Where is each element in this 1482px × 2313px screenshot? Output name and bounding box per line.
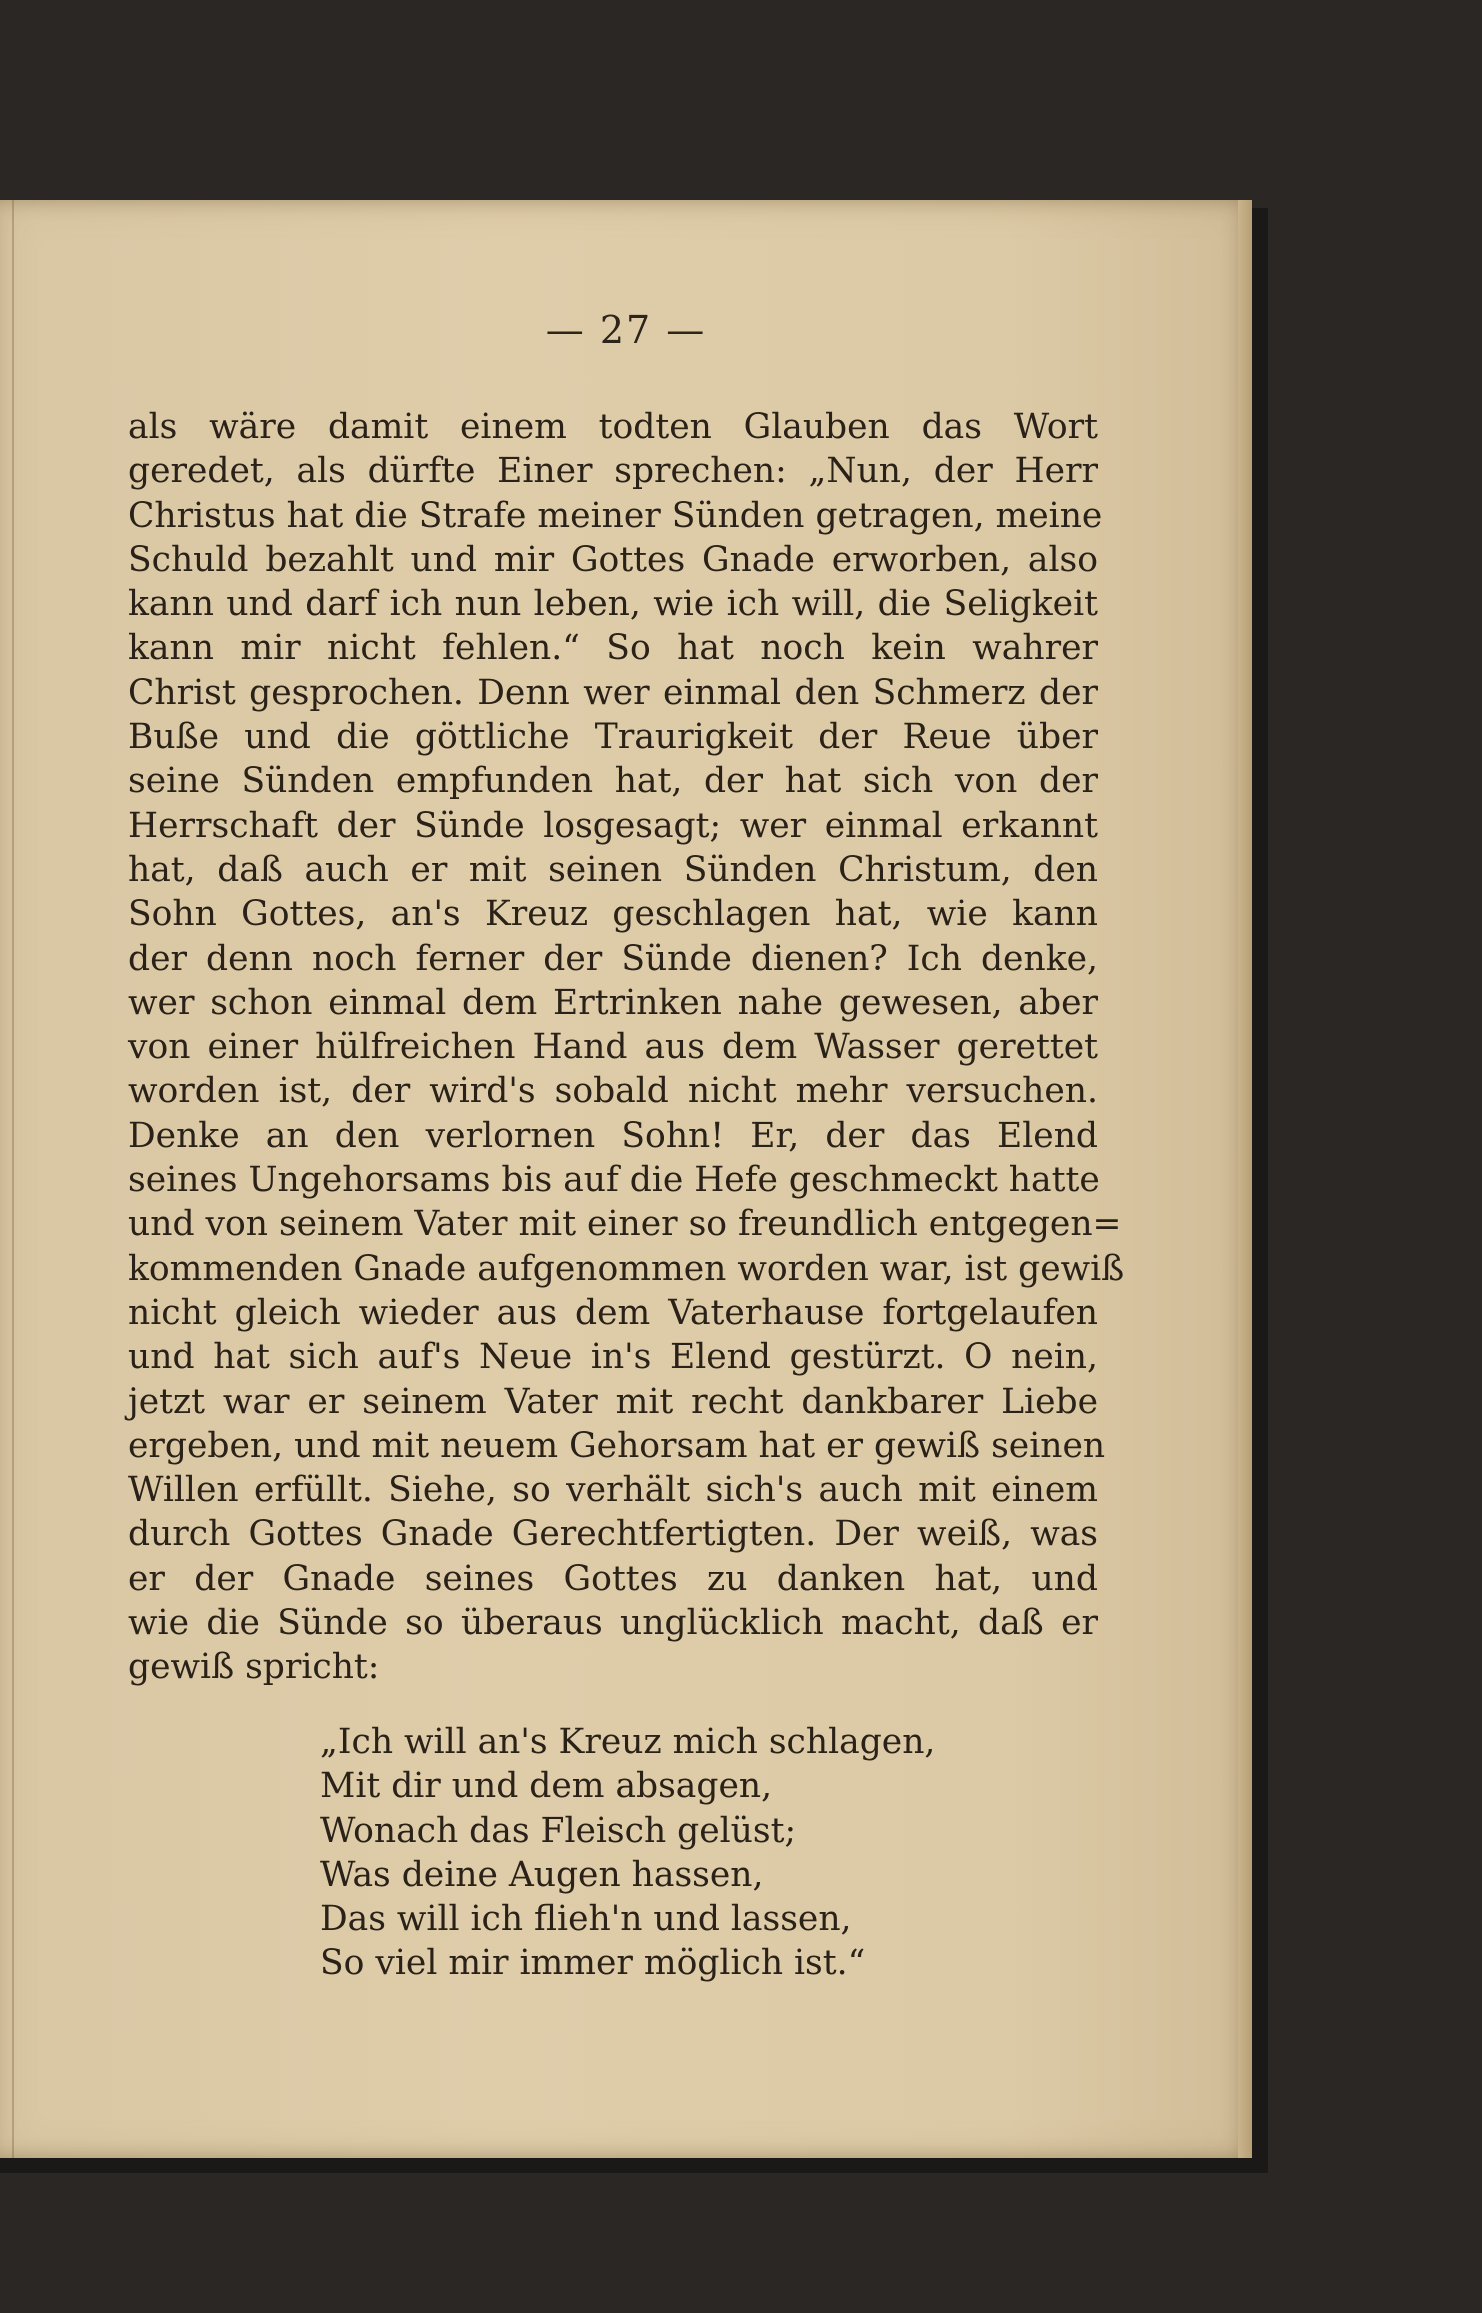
text-line: Sohn Gottes, an's Kreuz geschlagen hat, wie kann xyxy=(128,894,1098,935)
verse-line: Was deine Augen hassen, xyxy=(320,1854,764,1895)
text-line: Christ gesprochen. Denn wer einmal den Schmerz der xyxy=(128,672,1098,713)
text-line: Buße und die göttliche Traurigkeit der Reue über xyxy=(128,717,1098,758)
text-line: kommenden Gnade aufgenommen worden war, ist gewiß xyxy=(128,1248,1125,1289)
text-line: er der Gnade seines Gottes zu danken hat, und xyxy=(128,1558,1098,1599)
text-line: und von seinem Vater mit einer so freundlich entgegen= xyxy=(128,1204,1122,1245)
verse-line: Wonach das Fleisch gelüst; xyxy=(320,1810,797,1851)
text-line: der denn noch ferner der Sünde dienen? Ich denke, xyxy=(128,938,1098,979)
text-line: als wäre damit einem todten Glauben das Wort xyxy=(128,407,1098,447)
text-line: von einer hülfreichen Hand aus dem Wasser gerettet xyxy=(128,1027,1098,1068)
hymn-verse xyxy=(320,1720,1040,1986)
text-line: Christus hat die Strafe meiner Sünden getragen, meine xyxy=(128,495,1103,536)
text-line: Denke an den verlornen Sohn! Er, der das Elend xyxy=(128,1115,1098,1156)
text-line: ergeben, und mit neuem Gehorsam hat er gewiß seinen xyxy=(128,1425,1106,1466)
paragraph xyxy=(128,405,1125,1690)
text-line: Herrschaft der Sünde losgesagt; wer einmal erkannt xyxy=(128,805,1098,846)
page-edge xyxy=(1238,200,1252,2158)
verse-line: Das will ich flieh'n und lassen, xyxy=(320,1899,852,1940)
book-page xyxy=(0,200,1252,2158)
text-line: durch Gottes Gnade Gerechtfertigten. Der weiß, was xyxy=(128,1514,1098,1555)
text-line: Willen erfüllt. Siehe, so verhält sich's auch mit einem xyxy=(128,1470,1098,1511)
text-line: kann mir nicht fehlen.“ So hat noch kein wahrer xyxy=(128,628,1098,669)
page-number: — 27 — xyxy=(545,308,707,352)
text-line: seines Ungehorsams bis auf die Hefe geschmeckt hatte xyxy=(128,1160,1100,1201)
verse-line: Mit dir und dem absagen, xyxy=(320,1766,773,1807)
text-line: wie die Sünde so überaus unglücklich macht, daß er xyxy=(128,1603,1098,1644)
page-gutter-line xyxy=(12,200,14,2158)
text-line: kann und darf ich nun leben, wie ich will, die Seligkeit xyxy=(128,584,1098,625)
text-line: seine Sünden empfunden hat, der hat sich von der xyxy=(128,761,1098,802)
text-line: Schuld bezahlt und mir Gottes Gnade erworben, also xyxy=(128,539,1098,580)
text-line: hat, daß auch er mit seinen Sünden Christum, den xyxy=(128,849,1098,890)
text-line: nicht gleich wieder aus dem Vaterhause fortgelaufen xyxy=(128,1292,1098,1333)
text-line: worden ist, der wird's sobald nicht mehr versuchen. xyxy=(128,1071,1098,1112)
verse-line: So viel mir immer möglich ist.“ xyxy=(320,1943,866,1984)
text-line: wer schon einmal dem Ertrinken nahe gewesen, aber xyxy=(128,982,1098,1023)
text-line: gewiß spricht: xyxy=(128,1647,380,1688)
text-line: jetzt war er seinem Vater mit recht dankbarer Liebe xyxy=(128,1381,1098,1422)
text-line: und hat sich auf's Neue in's Elend gestürzt. O nein, xyxy=(128,1337,1098,1378)
verse-line: „Ich will an's Kreuz mich schlagen, xyxy=(320,1722,936,1762)
text-line: geredet, als dürfte Einer sprechen: „Nun, der Herr xyxy=(128,451,1098,492)
